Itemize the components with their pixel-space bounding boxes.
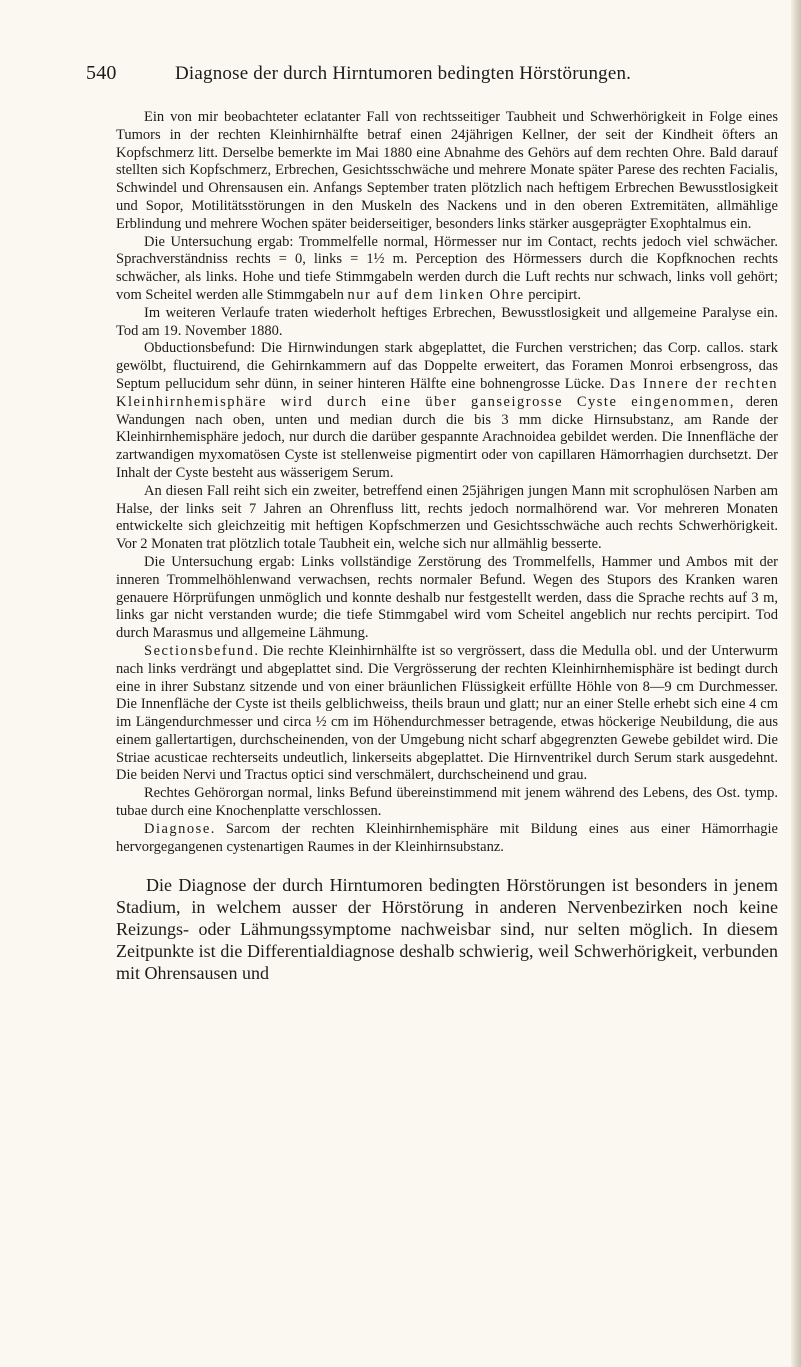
main-text [116,874,778,984]
case2-autopsy-label: Sectionsbefund [144,642,255,659]
case1-course: Im weiteren Verlaufe traten wiederholt heftiges Erbrechen, Bewusstlosigkeit und allgemeine Paralyse ein. Tod am 19. November 1880. [116,304,778,339]
case2-diagnosis-label: Diagnose [144,820,211,837]
case-reports [116,109,778,856]
case2-autopsy-text: . Die rechte Kleinhirnhälfte ist so vergrössert, dass die Medulla obl. und der Unterwurm nach links verdrängt und abgeplattet sind. Die Vergrösserung der rechten Kleinhirnhemisphäre ist bedingt durch eine in ihrer Substanz sitzende und von einer bräunlichen Flüssigkeit erfüllte Höhle von 8—9 cm Durchmesser. Die Innenfläche der Cyste ist theils gelblichweiss, theils braun und glatt; nur an einer Stelle erhebt sich eine 4 cm im Längendurchmesser und circa ½ cm im Höhendurchmesser betragende, etwas höckerige Neubildung, die aus einem gallertartigen, durchscheinenden, von der Umgebung nicht scharf abgegrenzten Gewebe gebildet wird. Die Striae acusticae rechterseits undeutlich, linkerseits abgeplattet. Die Hirnventrikel durch Serum stark ausgedehnt. Die beiden Nervi und Tractus optici sind verschmälert, durchscheinend und grau. [116,642,778,784]
running-title: Diagnose der durch Hirntumoren bedingten Hörstörungen. [175,63,632,84]
case1-intro: Ein von mir beobachteter eclatanter Fall von rechtsseitiger Taubheit und Schwerhörigkeit in Folge eines Tumors in der rechten Kleinhirnhälfte betraf einen 24jährigen Kellner, der seit der Kindheit öfters an Kopfschmerz litt. Derselbe bemerkte im Mai 1880 eine Abnahme des Gehörs auf dem rechten Ohre. Bald darauf stellten sich Kopfschmerz, Erbrechen, Gesichtsschwäche und mehrere Monate später Parese des rechten Facialis, Schwindel und Ohrensausen ein. Anfangs September traten plötzlich nach heftigem Erbrechen Bewusstlosigkeit und Sopor, Motilitätsstörungen in den Muskeln des Nackens und in den oberen Extremitäten, allmählige Erblindung und mehrere Wochen später beiderseitiger, besonders links stärker ausgeprägter Exophtalmus ein. [116,109,778,232]
running-head [86,62,776,92]
case2-intro: An diesen Fall reiht sich ein zweiter, betreffend einen 25jährigen jungen Mann mit scrophulösen Narben am Halse, der links seit 7 Jahren an Ohrenfluss litt, rechts jedoch normalhörend war. Vor mehreren Monaten entwickelte sich gleichzeitig mit heftigen Kopfschmerzen und Gesichtsschwäche auch rechts Schwerhörigkeit. Vor 2 Monaten trat plötzlich totale Taubheit ein, welche sich nur allmählig besserte. [116,482,778,553]
case1-emphasis-left-ear: nur auf dem linken Ohre [347,286,525,303]
case2-ear-finding: Rechtes Gehörorgan normal, links Befund übereinstimmend mit jenem während des Lebens, des Ost. tymp. tubae durch eine Knochenplatte verschlossen. [116,785,778,820]
case1-emphasis-cyst: Das Innere der rechten Kleinhirnhemisphäre wird durch eine über ganseigrosse Cyste eingenommen [116,375,778,410]
case1-autopsy-end: , deren Wandungen nach oben, unten und median durch die bis 3 mm dicke Hirnsubstanz, am Rande der Kleinhirnhemisphäre jedoch, nur durch die darüber gespannte Arachnoidea gebildet werden. Die Innenfläche der zartwandigen myxomatösen Cyste ist stellenweise pigmentirt oder von capillaren Hämorrhagien durchsetzt. Der Inhalt der Cyste besteht aus wässerigem Serum. [116,393,778,481]
case1-examination-text: Die Untersuchung ergab: Trommelfelle normal, Hörmesser nur im Contact, rechts jedoch viel schwächer. Sprachverständniss rechts = 0, links = 1½ m. Perception des Hörmessers durch die Kopfknochen rechts schwächer, als links. Hohe und tiefe Stimmgabeln werden durch die Luft rechts nur schwach, links voll gehört; vom Scheitel werden alle Stimmgabeln [116,233,778,303]
case2-autopsy [116,643,778,785]
page-body [116,109,778,1329]
case1-examination-end: percipirt. [524,286,581,303]
main-paragraph: Die Diagnose der durch Hirntumoren bedingten Hörstörungen ist besonders in jenem Stadium, in welchem ausser der Hörstörung in anderen Nervenbezirken noch keine Reizungs- oder Lähmungssymptome nachweisbar sind, nur selten möglich. In diesem Zeitpunkte ist die Differentialdiagnose deshalb schwierig, weil Schwerhörigkeit, verbunden mit Ohrensausen und [116,875,778,984]
case1-autopsy [116,340,778,482]
page-edge-shadow [791,0,801,1367]
case2-diagnosis [116,821,778,857]
page-number: 540 [86,62,117,84]
case1-autopsy-text: Obductionsbefund: Die Hirnwindungen stark abgeplattet, die Furchen verstrichen; das Corp. callos. stark gewölbt, fluctuirend, die Gehirnkammern auf das Doppelte erweitert, das Foramen Monroi erbsengross, das Septum pellucidum sehr dünn, in seiner hinteren Hälfte eine bohnengrosse Lücke. [116,340,778,392]
case2-examination: Die Untersuchung ergab: Links vollständige Zerstörung des Trommelfells, Hammer und Ambos mit der inneren Trommelhöhlenwand verwachsen, rechts normaler Befund. Wegen des Stupors des Kranken waren genauere Hörprüfungen unmöglich und konnte deshalb nur festgestellt werden, dass die Sprache rechts auf 3 m, links gar nicht verstanden wurde; die tiefe Stimmgabel wird vom Scheitel angeblich nur rechts percipirt. Tod durch Marasmus und allgemeine Lähmung. [116,553,778,642]
case2-diagnosis-text: . Sarcom der rechten Kleinhirnhemisphäre mit Bildung eines aus einer Hämorrhagie hervorgegangenen cystenartigen Raumes in der Kleinhirnsubstanz. [116,820,778,855]
case1-examination [116,234,778,305]
